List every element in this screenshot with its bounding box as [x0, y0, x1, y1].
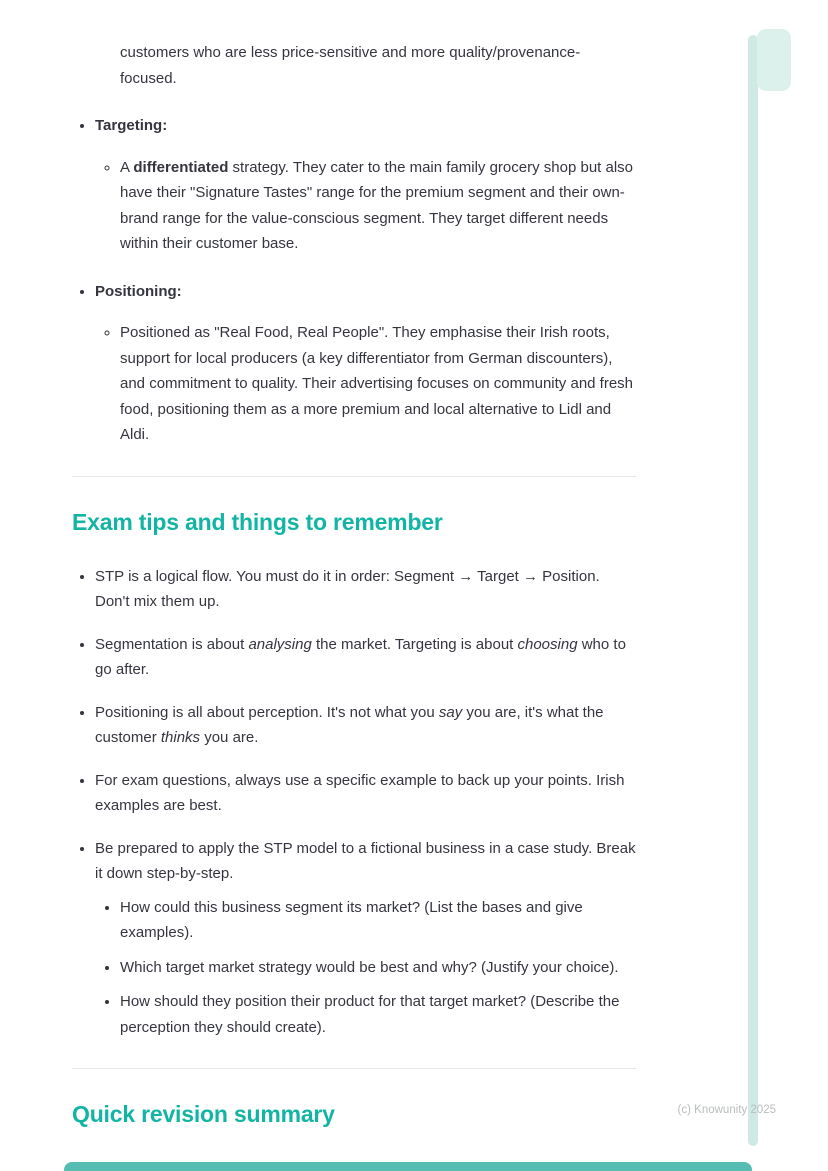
section-heading-exam-tips: Exam tips and things to remember [72, 508, 443, 535]
text-segment: A [120, 158, 134, 176]
text-segment: Segmentation is about [95, 635, 249, 653]
list-item [95, 768, 636, 819]
scrollbar-thumb[interactable] [757, 29, 791, 91]
list-item-text [95, 700, 636, 751]
text-segment: analysing [248, 635, 312, 653]
text-segment: the market. Targeting is about [311, 635, 518, 653]
text-segment: Be prepared to apply the STP model to a fictional business in a case study. Break it down step-by-step. [95, 839, 636, 883]
copyright-watermark: (c) Knowunity 2025 [677, 1104, 776, 1116]
text-segment: Which target market strategy would be best and why? (Justify your choice). [120, 958, 619, 976]
text-segment: customers who are less price-sensitive and more quality/provenance-focused. [120, 44, 581, 87]
stp-list [72, 113, 636, 448]
list-item-text [95, 632, 636, 683]
text-segment: strategy. They cater to the main family grocery shop but also have their "Signature Tastes" range for the premium segment and their own-brand range for the value-conscious segment. They target different needs within their customer base. [120, 158, 634, 252]
text-segment: For exam questions, always use a specific example to back up your points. Irish examples are best. [95, 771, 625, 815]
list-item-text [95, 564, 636, 615]
list-item [95, 564, 636, 615]
scrollbar-track[interactable] [748, 35, 758, 1146]
text-segment: How should they position their product for that target market? (Describe the perception they should create). [120, 993, 620, 1036]
sub-list [95, 320, 636, 448]
sub-list [95, 155, 636, 257]
list-item-text [95, 279, 636, 305]
sub-list-item [120, 320, 636, 448]
list-item [95, 700, 636, 751]
text-segment: Positioning is all about perception. It's not what you [95, 703, 439, 721]
sub-list-item [120, 155, 636, 257]
continued-paragraph [120, 40, 636, 91]
section-quick-summary [72, 1095, 636, 1171]
text-segment: STP is a logical flow. You must do it in order: Segment → Target → Position. Don't mix them up. [95, 567, 600, 611]
text-segment: say [438, 703, 463, 721]
text-segment: who to go after. [95, 635, 626, 679]
sub-list-item [120, 895, 636, 946]
list-item-text [95, 113, 636, 139]
exam-tips-list [72, 564, 636, 1041]
text-segment: differentiated [133, 158, 229, 176]
section-heading-quick-summary: Quick revision summary [72, 1101, 335, 1128]
text-segment: Positioned as "Real Food, Real People". They emphasise their Irish roots, support for local producers (a key differentiator from German discounters), and commitment to quality. Their advertising focuses on community and fresh food, positioning them as a more premium and local alternative to Lidl and Aldi. [120, 324, 634, 443]
text-segment: choosing [517, 635, 578, 653]
sub-list-item [120, 989, 636, 1040]
text-segment: How could this business segment its market? (List the bases and give examples). [120, 898, 583, 942]
section-divider [72, 476, 636, 477]
list-item-text [95, 836, 636, 887]
text-segment: thinks [160, 729, 201, 747]
text-segment: you are. [200, 729, 259, 747]
next-page-edge [64, 1162, 752, 1171]
list-item [95, 836, 636, 1041]
sub-list-item [120, 955, 636, 981]
text-segment: Targeting: [95, 117, 168, 134]
list-item [95, 113, 636, 257]
text-segment: you are, it's what the customer [95, 703, 604, 747]
text-segment: Positioning: [95, 282, 182, 300]
sub-list [95, 895, 636, 1041]
list-item [95, 632, 636, 683]
section-exam-tips [72, 503, 636, 1041]
list-item [95, 279, 636, 448]
section-divider [72, 1068, 636, 1069]
list-item-text [95, 768, 636, 819]
